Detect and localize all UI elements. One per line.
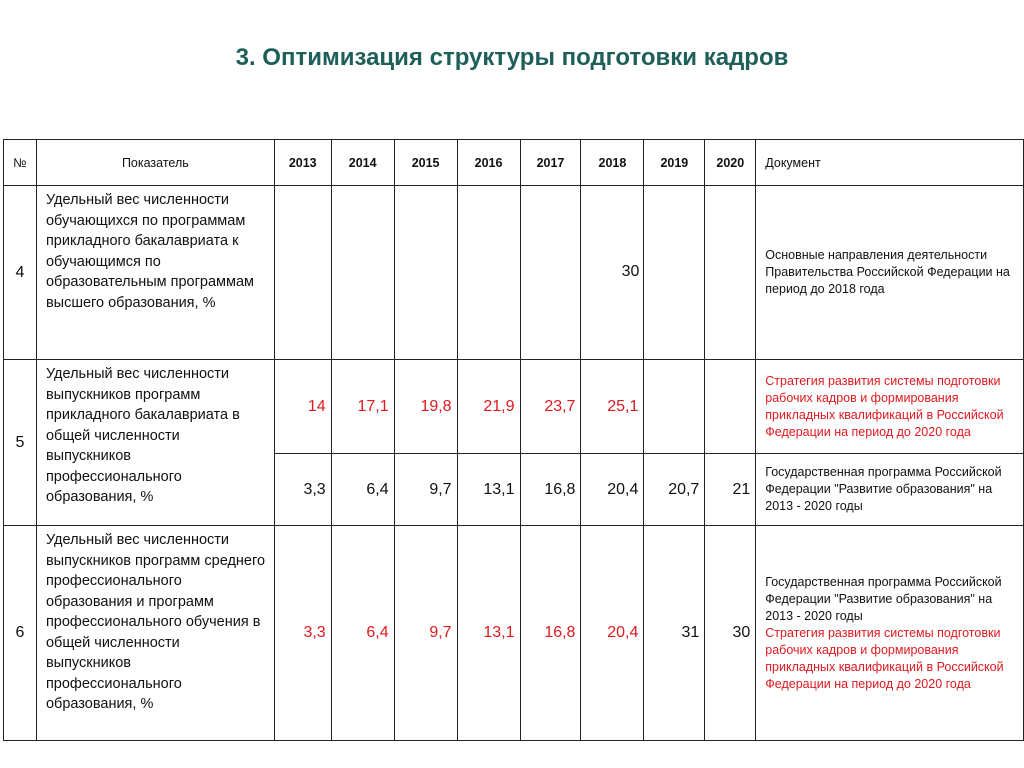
header-year-2015: 2015	[394, 140, 457, 186]
document-strategy: Стратегия развития системы подготовки рабочих кадров и формирования прикладных квалификаций в Российской Федерации на период до 2020 года	[765, 625, 1004, 691]
row-number: 5	[4, 360, 37, 526]
header-year-2020: 2020	[705, 140, 756, 186]
header-indicator: Показатель	[36, 140, 274, 186]
table-row	[4, 526, 1024, 741]
value-cell: 31	[644, 526, 705, 741]
row-document: Государственная программа Российской Федерации "Развитие образования" на 2013 - 2020 годы	[756, 454, 1024, 526]
header-year-2016: 2016	[457, 140, 520, 186]
table-row	[4, 186, 1024, 360]
row-indicator: Удельный вес численности выпускников программ среднего профессионального образования и программ профессионального обучения в общей численности выпускников профессионального образования, %	[36, 526, 274, 741]
row-document	[756, 526, 1024, 741]
header-num: №	[4, 140, 37, 186]
value-cell	[457, 186, 520, 360]
value-cell: 17,1	[331, 360, 394, 454]
document-program: Государственная программа Российской Федерации "Развитие образования" на 2013 - 2020 годы	[765, 574, 1002, 623]
header-year-2018: 2018	[581, 140, 644, 186]
header-year-2013: 2013	[274, 140, 331, 186]
value-cell: 20,7	[644, 454, 705, 526]
row-document: Стратегия развития системы подготовки рабочих кадров и формирования прикладных квалификаций в Российской Федерации на период до 2020 года	[756, 360, 1024, 454]
value-cell: 3,3	[274, 454, 331, 526]
value-cell: 14	[274, 360, 331, 454]
value-cell	[644, 360, 705, 454]
value-cell: 20,4	[581, 526, 644, 741]
row-indicator: Удельный вес численности обучающихся по программам прикладного бакалавриата к обучающимся по образовательным программам высшего образования, %	[36, 186, 274, 360]
row-document: Основные направления деятельности Правительства Российской Федерации на период до 2018 года	[756, 186, 1024, 360]
indicators-table	[3, 139, 1024, 741]
value-cell: 19,8	[394, 360, 457, 454]
value-cell: 20,4	[581, 454, 644, 526]
header-year-2017: 2017	[520, 140, 581, 186]
value-cell	[644, 186, 705, 360]
table-row	[4, 360, 1024, 454]
value-cell: 30	[705, 526, 756, 741]
value-cell	[520, 186, 581, 360]
value-cell: 13,1	[457, 526, 520, 741]
value-cell: 13,1	[457, 454, 520, 526]
value-cell	[394, 186, 457, 360]
value-cell	[331, 186, 394, 360]
row-number: 4	[4, 186, 37, 360]
value-cell: 25,1	[581, 360, 644, 454]
value-cell: 9,7	[394, 454, 457, 526]
value-cell: 16,8	[520, 526, 581, 741]
table-header-row	[4, 140, 1024, 186]
page-title: 3. Оптимизация структуры подготовки кадров	[235, 44, 789, 71]
value-cell: 23,7	[520, 360, 581, 454]
value-cell	[274, 186, 331, 360]
value-cell: 21	[705, 454, 756, 526]
value-cell: 21,9	[457, 360, 520, 454]
value-cell: 30	[581, 186, 644, 360]
header-year-2019: 2019	[644, 140, 705, 186]
value-cell: 6,4	[331, 454, 394, 526]
value-cell: 16,8	[520, 454, 581, 526]
header-year-2014: 2014	[331, 140, 394, 186]
value-cell	[705, 186, 756, 360]
value-cell	[705, 360, 756, 454]
row-number: 6	[4, 526, 37, 741]
header-document: Документ	[756, 140, 1024, 186]
row-indicator: Удельный вес численности выпускников программ прикладного бакалавриата в общей численности выпускников профессионального образования, %	[36, 360, 274, 526]
value-cell: 6,4	[331, 526, 394, 741]
value-cell: 9,7	[394, 526, 457, 741]
value-cell: 3,3	[274, 526, 331, 741]
